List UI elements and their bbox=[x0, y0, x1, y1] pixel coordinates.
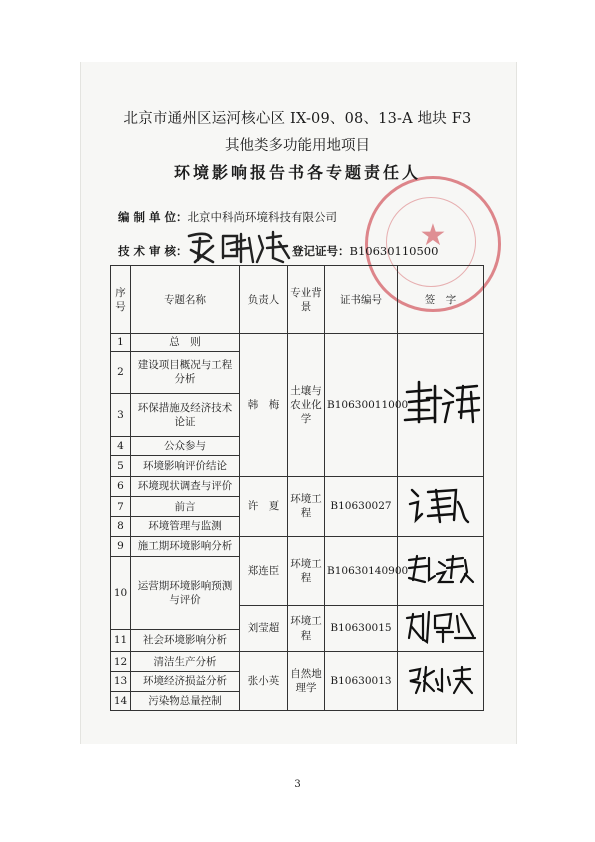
signature-han bbox=[401, 378, 481, 428]
group-cert: B10630140900 bbox=[325, 536, 398, 606]
row-topic: 环境影响评价结论 bbox=[131, 456, 240, 476]
table-row bbox=[111, 652, 484, 672]
title-line-3: 环境影响报告书各专题责任人 bbox=[173, 163, 421, 182]
registration-value: B10630110500 bbox=[349, 244, 439, 258]
reviewer-signature bbox=[183, 228, 293, 266]
registration-label: 登记证号： bbox=[292, 244, 350, 258]
group-cert: B10630013 bbox=[325, 652, 398, 711]
group-major: 土壤与农业化学 bbox=[288, 334, 325, 476]
compiler-label: 编 制 单 位： bbox=[118, 210, 188, 224]
table-row bbox=[111, 476, 484, 496]
signature-zhang bbox=[406, 663, 476, 695]
row-topic: 社会环境影响分析 bbox=[131, 629, 240, 651]
group-person: 张小英 bbox=[240, 652, 288, 711]
table-row bbox=[111, 334, 484, 351]
row-topic: 公众参与 bbox=[131, 437, 240, 456]
responsibility-table bbox=[110, 265, 484, 711]
row-number: 3 bbox=[111, 394, 131, 437]
group-person: 郑连臣 bbox=[240, 536, 288, 606]
group-cert: B10630015 bbox=[325, 606, 398, 652]
row-number: 2 bbox=[111, 351, 131, 394]
row-number: 5 bbox=[111, 456, 131, 476]
compiler-value: 北京中科尚环境科技有限公司 bbox=[187, 210, 338, 224]
company-seal: ★ bbox=[365, 176, 501, 312]
signature-cell bbox=[398, 334, 484, 476]
signature-liu bbox=[403, 608, 479, 644]
page-number: 3 bbox=[294, 779, 301, 790]
group-major: 自然地理学 bbox=[288, 652, 325, 711]
row-topic: 清洁生产分析 bbox=[131, 652, 240, 672]
row-topic: 环境管理与监测 bbox=[131, 517, 240, 536]
group-person: 韩 梅 bbox=[240, 334, 288, 476]
row-topic: 前言 bbox=[131, 497, 240, 517]
row-number: 6 bbox=[111, 476, 131, 496]
row-number: 10 bbox=[111, 556, 131, 629]
row-topic: 环保措施及经济技术论证 bbox=[131, 394, 240, 437]
group-major: 环境工程 bbox=[288, 536, 325, 606]
signature-cell bbox=[398, 476, 484, 536]
signature-cell bbox=[398, 536, 484, 606]
row-number: 4 bbox=[111, 437, 131, 456]
group-cert: B10630011000 bbox=[325, 334, 398, 476]
reviewer-label: 技 术 审 核： bbox=[118, 244, 188, 258]
group-major: 环境工程 bbox=[288, 606, 325, 652]
group-person: 刘莹超 bbox=[240, 606, 288, 652]
signature-zheng bbox=[405, 552, 477, 586]
row-number: 7 bbox=[111, 497, 131, 517]
row-topic: 运营期环境影响预测与评价 bbox=[131, 556, 240, 629]
row-topic: 建设项目概况与工程分析 bbox=[131, 351, 240, 394]
header-cert: 证书编号 bbox=[325, 266, 398, 334]
row-topic: 环境现状调查与评价 bbox=[131, 476, 240, 496]
table-row bbox=[111, 536, 484, 556]
row-number: 9 bbox=[111, 536, 131, 556]
row-topic: 污染物总量控制 bbox=[131, 691, 240, 710]
row-number: 8 bbox=[111, 517, 131, 536]
row-number: 11 bbox=[111, 629, 131, 651]
header-person: 负责人 bbox=[240, 266, 288, 334]
signature-cell bbox=[398, 652, 484, 711]
compiler-row bbox=[118, 209, 337, 225]
header-sign: 签 字 bbox=[398, 266, 484, 334]
header-topic: 专题名称 bbox=[131, 266, 240, 334]
signature-xu bbox=[406, 482, 476, 526]
registration-row bbox=[292, 243, 438, 259]
row-number: 12 bbox=[111, 652, 131, 672]
title-line-2: 其他类多功能用地项目 bbox=[225, 138, 370, 154]
row-topic: 总 则 bbox=[131, 334, 240, 351]
group-cert: B10630027 bbox=[325, 476, 398, 536]
title-line-1: 北京市通州区运河核心区 IX-09、08、13-A 地块 F3 bbox=[123, 111, 472, 127]
header-seq: 序号 bbox=[111, 266, 131, 334]
row-number: 1 bbox=[111, 334, 131, 351]
row-number: 13 bbox=[111, 672, 131, 691]
row-topic: 施工期环境影响分析 bbox=[131, 536, 240, 556]
header-major: 专业背景 bbox=[288, 266, 325, 334]
group-major: 环境工程 bbox=[288, 476, 325, 536]
row-topic: 环境经济损益分析 bbox=[131, 672, 240, 691]
table-header-row bbox=[111, 266, 484, 334]
group-person: 许 夏 bbox=[240, 476, 288, 536]
signature-cell bbox=[398, 606, 484, 652]
row-number: 14 bbox=[111, 691, 131, 710]
